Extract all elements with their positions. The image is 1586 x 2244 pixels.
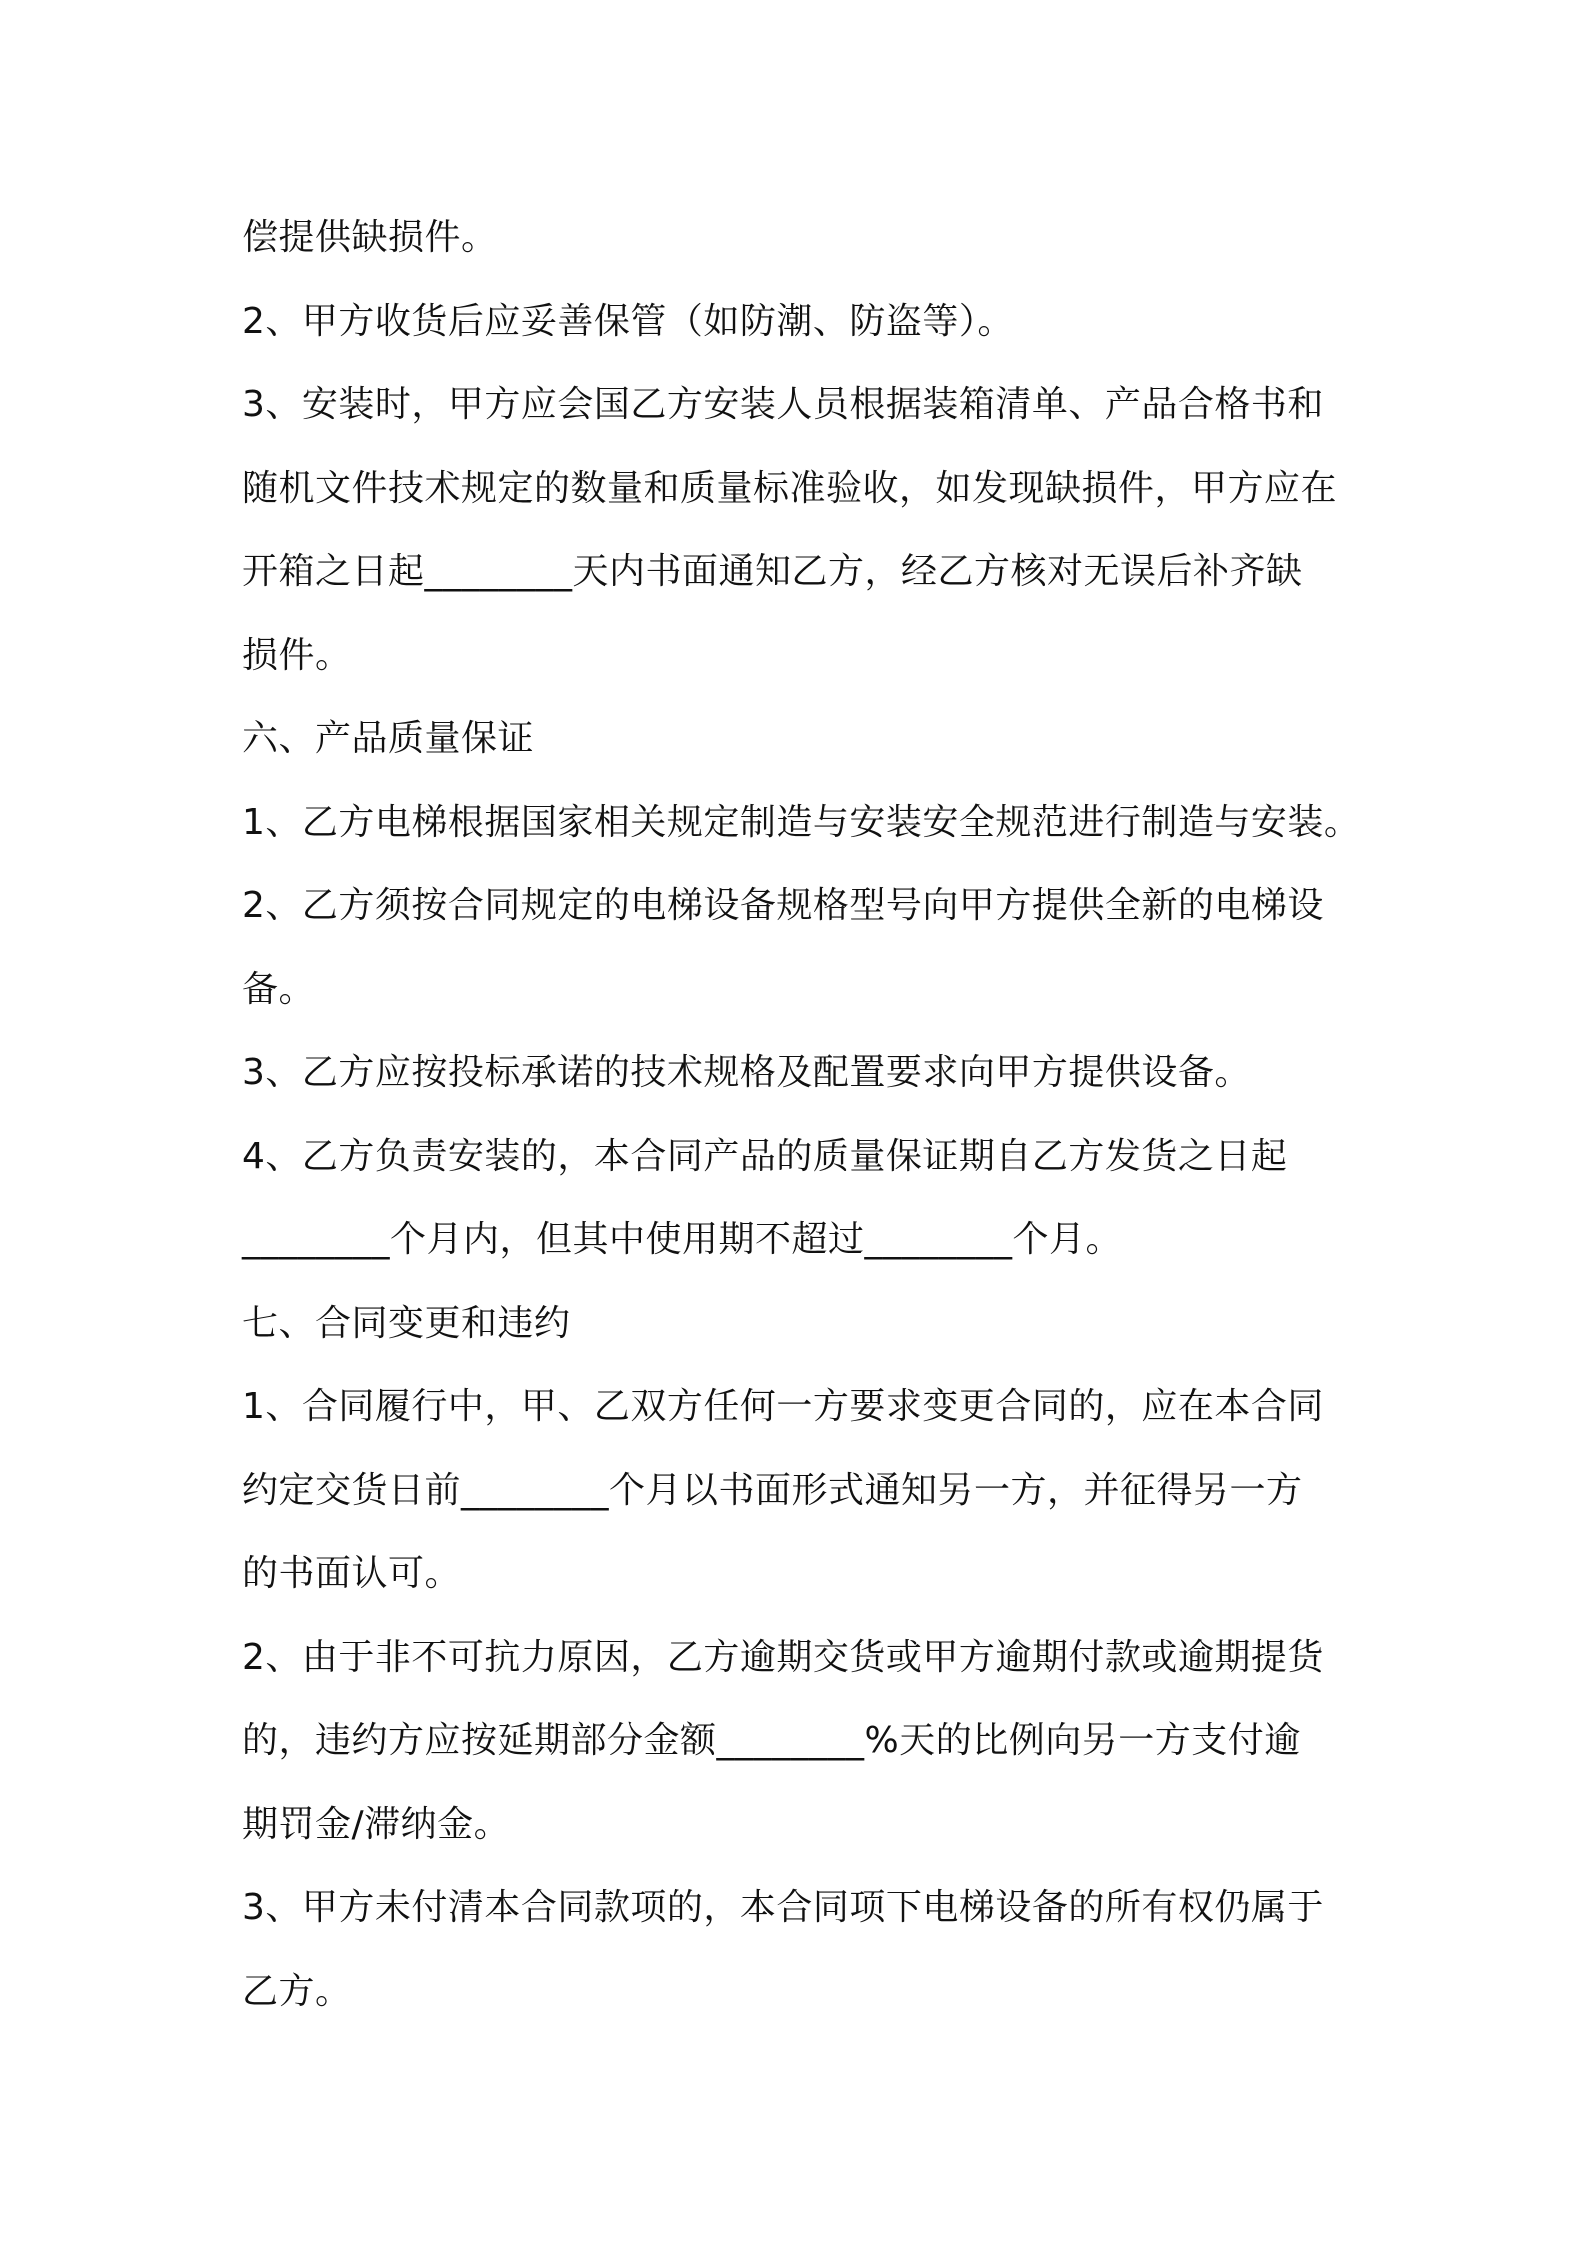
- text-line: 开箱之日起________天内书面通知乙方，经乙方核对无误后补齐缺: [242, 551, 1303, 592]
- text-line: 4、乙方负责安装的，本合同产品的质量保证期自乙方发货之日起: [242, 1135, 1288, 1177]
- text-line: 3、乙方应按投标承诺的技术规格及配置要求向甲方提供设备。: [242, 1052, 1251, 1093]
- text-line: 2、甲方收货后应妥善保管（如防潮、防盗等）。: [242, 300, 1014, 342]
- document-body: [242, 196, 1372, 2033]
- text-line: 损件。: [242, 634, 352, 676]
- section-heading: 七、合同变更和违约: [242, 1302, 571, 1344]
- text-line: 3、安装时，甲方应会国乙方安装人员根据装箱清单、产品合格书和: [242, 384, 1324, 425]
- text-line: 1、乙方电梯根据国家相关规定制造与安装安全规范进行制造与安装。: [242, 801, 1361, 843]
- text-line: 的，违约方应按延期部分金额________%天的比例向另一方支付逾: [242, 1720, 1301, 1761]
- text-line: 2、由于非不可抗力原因，乙方逾期交货或甲方逾期付款或逾期提货: [242, 1636, 1324, 1678]
- text-line: 随机文件技术规定的数量和质量标准验收，如发现缺损件，甲方应在: [242, 467, 1338, 509]
- text-line: 2、乙方须按合同规定的电梯设备规格型号向甲方提供全新的电梯设: [242, 885, 1324, 926]
- text-line: 1、合同履行中，甲、乙双方任何一方要求变更合同的，应在本合同: [242, 1386, 1324, 1427]
- section-heading: 六、产品质量保证: [242, 718, 535, 759]
- text-line: 期罚金/滞纳金。: [242, 1803, 511, 1845]
- text-line: 3、甲方未付清本合同款项的，本合同项下电梯设备的所有权仍属于: [242, 1887, 1324, 1928]
- text-line: 约定交货日前________个月以书面形式通知另一方，并征得另一方: [242, 1469, 1303, 1511]
- text-line: 备。: [242, 968, 316, 1010]
- text-line: 乙方。: [242, 1970, 352, 2012]
- text-line: ________个月内，但其中使用期不超过________个月。: [242, 1219, 1123, 1260]
- text-line: 偿提供缺损件。: [242, 217, 498, 258]
- text-line: 的书面认可。: [242, 1553, 462, 1594]
